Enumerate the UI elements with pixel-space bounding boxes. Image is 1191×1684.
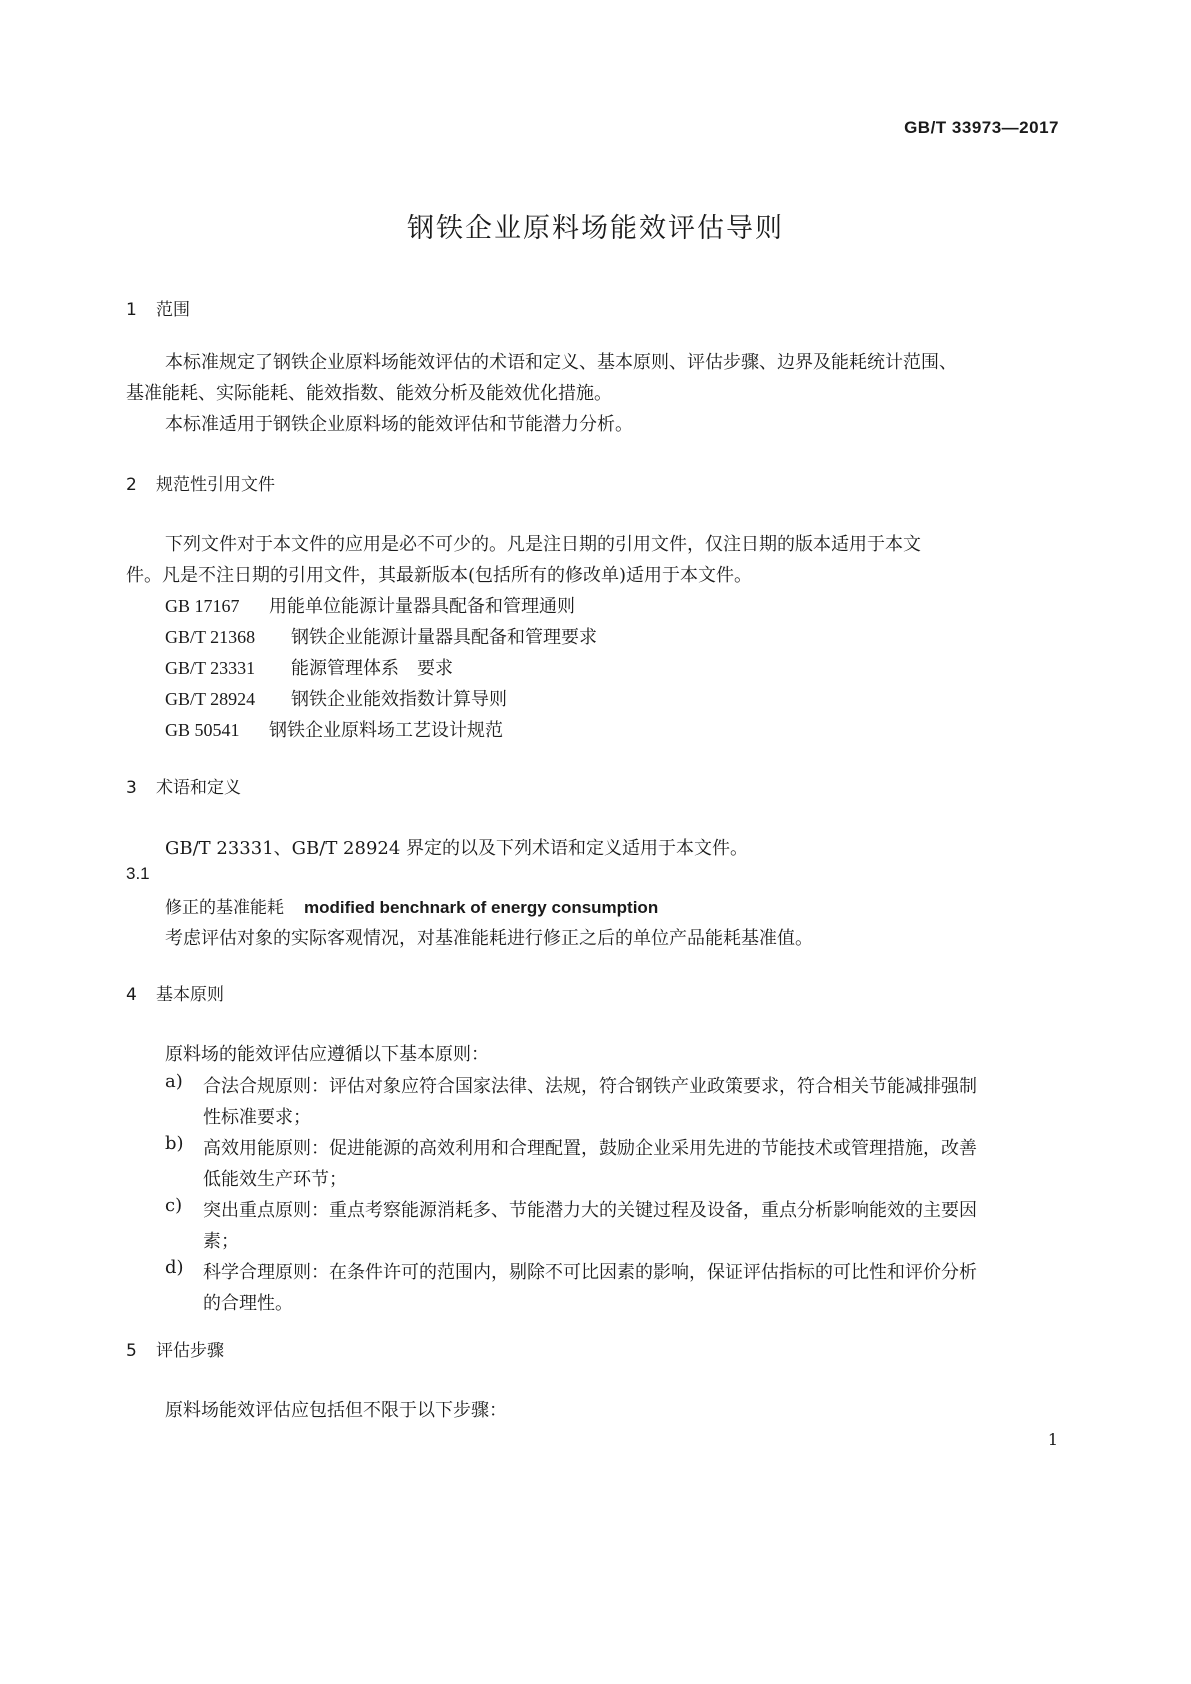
list-marker: b) (165, 1133, 184, 1154)
section-2-heading (126, 470, 275, 495)
term-definition: 考虑评估对象的实际客观情况，对基准能耗进行修正之后的单位产品能耗基准值。 (165, 928, 813, 949)
standard-number: GB/T 33973—2017 (904, 118, 1059, 137)
list-item-text: 合法合规原则：评估对象应符合国家法律、法规，符合钢铁产业政策要求，符合相关节能减排强制性标准要求； (203, 1076, 977, 1128)
term-entry (165, 893, 658, 918)
term-chinese: 修正的基准能耗 (165, 898, 284, 918)
list-item-text: 高效用能原则：促进能源的高效利用和合理配置，鼓励企业采用先进的节能技术或管理措施，改善低能效生产环节； (203, 1138, 977, 1190)
reference-code: GB/T 21368 (165, 627, 256, 647)
list-marker: a) (165, 1071, 183, 1092)
term-number: 3.1 (126, 864, 150, 883)
section-1-number: 1 (126, 300, 137, 320)
section-4-heading (126, 980, 224, 1005)
reference-title: 用能单位能源计量器具配备和管理通则 (269, 596, 575, 617)
section-1-title: 范围 (156, 300, 190, 320)
section-2-title: 规范性引用文件 (156, 475, 275, 495)
reference-title: 能源管理体系 要求 (291, 658, 453, 679)
section-5-title: 评估步骤 (156, 1341, 224, 1361)
list-marker: d) (165, 1257, 184, 1278)
list-item-text: 科学合理原则：在条件许可的范围内，剔除不可比因素的影响，保证评估指标的可比性和评价分析的合理性。 (203, 1262, 977, 1314)
reference-code: GB/T 28924 (165, 689, 256, 709)
reference-item (165, 592, 575, 618)
section-3-title: 术语和定义 (156, 778, 241, 798)
section-3-paragraph: GB/T 23331、GB/T 28924 界定的以及下列术语和定义适用于本文件。 (165, 838, 749, 859)
section-5-intro: 原料场能效评估应包括但不限于以下步骤： (165, 1400, 507, 1421)
reference-code: GB/T 23331 (165, 658, 256, 678)
list-marker: c) (165, 1195, 183, 1216)
section-3-heading (126, 773, 241, 798)
list-item (165, 1195, 990, 1257)
list-item (165, 1071, 990, 1133)
reference-item (165, 685, 507, 711)
section-4-number: 4 (126, 985, 137, 1005)
section-2-paragraph-line-2: 件。凡是不注日期的引用文件，其最新版本(包括所有的修改单)适用于本文件。 (126, 565, 753, 586)
section-1-heading (126, 295, 190, 320)
reference-code: GB 17167 (165, 596, 240, 616)
list-item (165, 1133, 990, 1195)
section-5-heading (126, 1336, 224, 1361)
section-1-paragraph-2: 本标准适用于钢铁企业原料场的能效评估和节能潜力分析。 (165, 414, 633, 435)
reference-title: 钢铁企业能效指数计算导则 (291, 689, 507, 710)
list-item-text: 突出重点原则：重点考察能源消耗多、节能潜力大的关键过程及设备，重点分析影响能效的主要因素； (203, 1200, 977, 1252)
section-4-title: 基本原则 (156, 985, 224, 1005)
section-1-paragraph-1-line-1: 本标准规定了钢铁企业原料场能效评估的术语和定义、基本原则、评估步骤、边界及能耗统计范围、 (165, 352, 957, 373)
section-5-number: 5 (126, 1341, 137, 1361)
document-title: 钢铁企业原料场能效评估导则 (407, 213, 784, 244)
reference-title: 钢铁企业原料场工艺设计规范 (269, 720, 503, 741)
section-2-number: 2 (126, 475, 137, 495)
reference-item (165, 623, 597, 649)
list-item (165, 1257, 990, 1319)
section-3-number: 3 (126, 778, 137, 798)
reference-item (165, 716, 503, 742)
section-4-intro: 原料场的能效评估应遵循以下基本原则： (165, 1044, 489, 1065)
reference-item (165, 654, 453, 680)
reference-title: 钢铁企业能源计量器具配备和管理要求 (291, 627, 597, 648)
page-number: 1 (1047, 1430, 1058, 1449)
reference-code: GB 50541 (165, 720, 240, 740)
section-2-paragraph-line-1: 下列文件对于本文件的应用是必不可少的。凡是注日期的引用文件，仅注日期的版本适用于本文 (165, 534, 921, 555)
term-english: modified benchnark of energy consumption (304, 898, 659, 917)
section-1-paragraph-1-line-2: 基准能耗、实际能耗、能效指数、能效分析及能效优化措施。 (126, 383, 612, 404)
